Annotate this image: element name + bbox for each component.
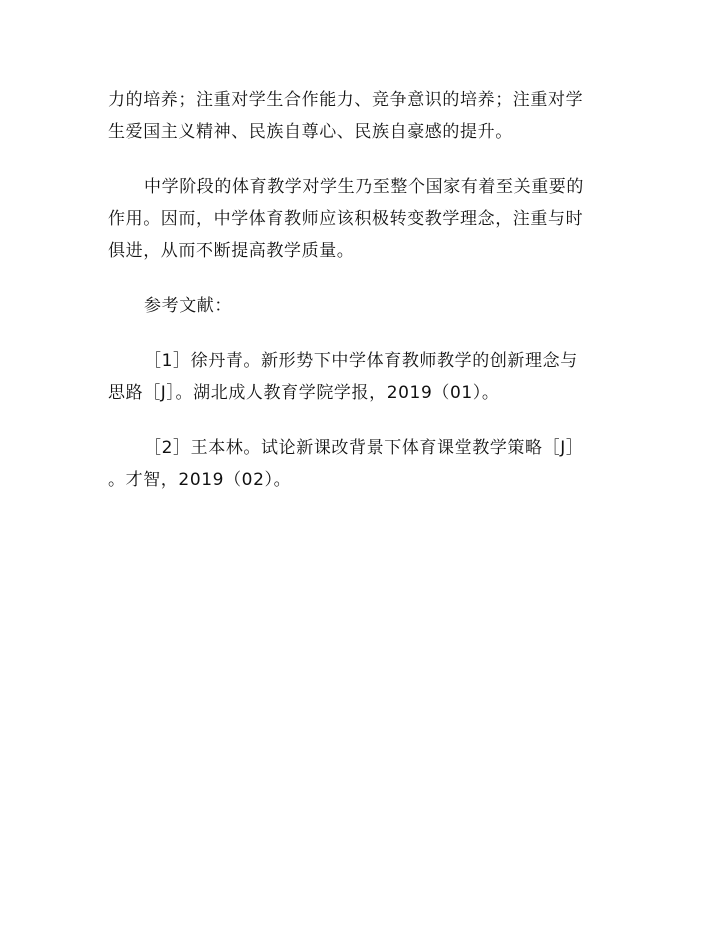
references-heading [108,290,618,322]
reference-line: 。才智，2019（02）。 [108,470,292,490]
references-heading-text: 参考文献： [144,296,232,316]
paragraph-line: 中学阶段的体育教学对学生乃至整个国家有着至关重要的 [144,177,584,197]
reference-line: ［1］徐丹青。新形势下中学体育教师教学的创新理念与 [144,351,578,371]
body-paragraph-1 [108,84,618,148]
body-paragraph-2 [108,171,618,267]
document-page [108,84,618,519]
paragraph-line: 力的培养；注重对学生合作能力、竞争意识的培养；注重对学 [108,90,584,110]
reference-item-2 [108,432,618,496]
paragraph-line: 作用。因而，中学体育教师应该积极转变教学理念，注重与时 [108,209,584,229]
paragraph-line: 俱进，从而不断提高教学质量。 [108,241,355,261]
reference-line: ［2］王本林。试论新课改背景下体育课堂教学策略［J］ [144,438,584,458]
reference-line: 思路［J］。湖北成人教育学院学报，2019（01）。 [108,383,500,403]
paragraph-line: 生爱国主义精神、民族自尊心、民族自豪感的提升。 [108,122,513,142]
reference-item-1 [108,345,618,409]
